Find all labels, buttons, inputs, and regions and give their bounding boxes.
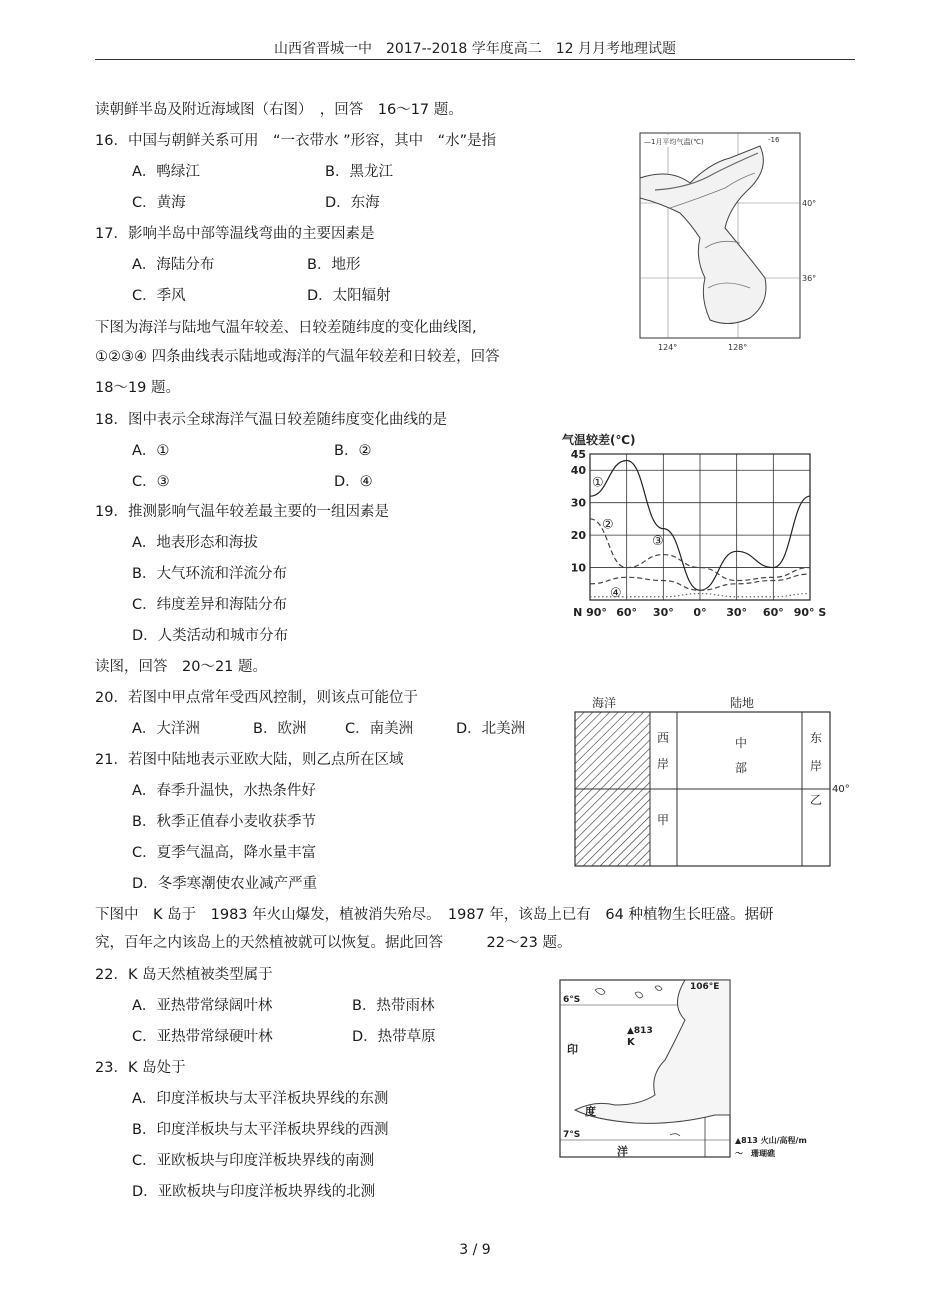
answer-option: B．② [334,443,372,459]
answer-option: C．季风 [132,288,186,304]
answer-option: C．黄海 [132,195,186,211]
ocean-char-3: 洋 [617,1145,628,1158]
answer-option: D．冬季寒潮使农业减产严重 [132,876,318,892]
answer-option: C．南美洲 [345,721,414,737]
ocean-label: 海洋 [592,696,617,710]
x-tick-label: 30° [726,606,748,619]
y-tick-label: 20 [570,529,586,543]
map-legend-reef: 〜 珊瑚礁 [735,1149,775,1158]
east-coast-2: 岸 [810,759,823,773]
y-tick-label: 30 [570,496,586,510]
x-tick-label: 0° [693,606,707,619]
lon-106e: 106°E [690,982,720,992]
series-label-1: ① [592,475,604,491]
answer-option: A．春季升温快，水热条件好 [132,783,316,799]
question-line: 下图中 K 岛于 1983 年火山爆发，植被消失殆尽。 1987 年，该岛上已有 64 种植物生长旺盛。据研 [95,907,774,923]
x-tick-label: 60° [616,606,638,619]
answer-option: A．① [132,443,170,459]
answer-option: B．黑龙江 [325,164,393,180]
question-line: 19．推测影响气温年较差最主要的一组因素是 [95,504,389,520]
y-tick-label: 45 [570,448,586,461]
point-jia: 甲 [657,813,670,827]
x-tick-label: 60° [762,606,784,619]
answer-option: A．印度洋板块与太平洋板块界线的东测 [132,1091,389,1107]
answer-option: D．热带草原 [352,1029,436,1045]
x-tick-label: 90° S [793,606,827,619]
korea-map [630,128,830,358]
answer-option: A．海陆分布 [132,257,215,273]
answer-option: B．欧洲 [253,721,307,737]
answer-option: D．太阳辐射 [307,288,391,304]
series-label-4: ④ [610,585,622,601]
answer-option: D．④ [334,474,373,490]
korea-lat-36: 36° [802,274,817,283]
page-header: 山西省晋城一中 2017--2018 学年度高二 12 月月考地理试题 [273,41,677,57]
question-line: 22．K 岛天然植被类型属于 [95,967,273,983]
answer-option: B．秋季正值春小麦收获季节 [132,814,316,830]
korea-legend: —1月平均气温(℃) [644,138,704,146]
page-number: 3 / 9 [459,1242,491,1258]
question-line: 18～19 题。 [95,380,181,396]
y-tick-label: 10 [570,561,586,575]
question-line: 究，百年之内该岛上的天然植被就可以恢复。据此回答 22～23 题。 [95,935,572,951]
korea-iso-label: -16 [768,136,780,144]
center-2: 部 [735,761,748,775]
point-yi: 乙 [810,793,823,807]
question-line: 读图，回答 20～21 题。 [95,659,268,675]
center-1: 中 [735,736,748,750]
ocean-char-2: 度 [585,1105,596,1118]
question-line: 18．图中表示全球海洋气温日较差随纬度变化曲线的是 [95,412,447,428]
answer-option: B．热带雨林 [352,998,435,1014]
korea-lat-40: 40° [802,199,817,208]
answer-option: C．亚热带常绿硬叶林 [132,1029,273,1045]
x-tick-label: 30° [652,606,674,619]
question-line: 读朝鲜半岛及附近海域图（右图） ，回答 16～17 题。 [95,102,463,118]
question-line: 下图为海洋与陆地气温年较差、日较差随纬度的变化曲线图, [95,320,477,336]
answer-option: D．北美洲 [456,721,526,737]
lat-6s: 6°S [563,995,581,1005]
y-axis-title: 气温较差(℃) [562,433,636,447]
x-tick-label: N 90° [573,606,607,619]
land-label: 陆地 [730,696,755,710]
west-coast-1: 西 [657,731,670,745]
answer-option: B．印度洋板块与太平洋板块界线的西测 [132,1122,389,1138]
question-line: 21．若图中陆地表示亚欧大陆，则乙点所在区域 [95,752,404,768]
header-rule [95,59,855,60]
y-tick-label: 40 [570,464,586,478]
diagram-lat-40: 40° [832,784,850,795]
answer-option: D．亚欧板块与印度洋板块界线的北测 [132,1184,376,1200]
answer-option: B．大气环流和洋流分布 [132,566,287,582]
question-line: 17．影响半岛中部等温线弯曲的主要因素是 [95,226,375,242]
ocean-char-1: 印 [567,1043,578,1056]
series-label-3: ③ [652,533,664,549]
answer-option: A．大洋洲 [132,721,200,737]
korea-lon-124: 124° [658,343,678,352]
series-label-2: ② [602,517,614,533]
answer-option: B．地形 [307,257,361,273]
k-island-map [555,975,845,1165]
answer-option: A．地表形态和海拔 [132,535,258,551]
east-coast-1: 东 [810,731,823,745]
answer-option: C．夏季气温高，降水量丰富 [132,845,317,861]
west-coast-2: 岸 [657,757,670,771]
answer-option: C．纬度差异和海陆分布 [132,597,288,613]
map-legend-volcano: ▲813 火山/高程/m [735,1136,807,1145]
question-line: ①②③④ 四条曲线表示陆地或海洋的气温年较差和日较差，回答 [95,349,500,365]
lat-7s: 7°S [563,1130,581,1140]
answer-option: D．人类活动和城市分布 [132,628,289,644]
temperature-range-chart [560,430,827,630]
question-line: 20．若图中甲点常年受西风控制，则该点可能位于 [95,690,418,706]
volcano-peak: ▲813 [627,1026,653,1036]
k-island-label: K [627,1037,635,1048]
answer-option: A．亚热带常绿阔叶林 [132,998,273,1014]
answer-option: C．③ [132,474,170,490]
answer-option: A．鸭绿江 [132,164,200,180]
question-line: 16．中国与朝鲜关系可用 “一衣带水 ”形容，其中 “水”是指 [95,133,497,149]
question-line: 23．K 岛处于 [95,1060,186,1076]
answer-option: D．东海 [325,195,380,211]
ocean-land-diagram [570,692,860,872]
korea-lon-128: 128° [728,343,748,352]
answer-option: C．亚欧板块与印度洋板块界线的南测 [132,1153,375,1169]
